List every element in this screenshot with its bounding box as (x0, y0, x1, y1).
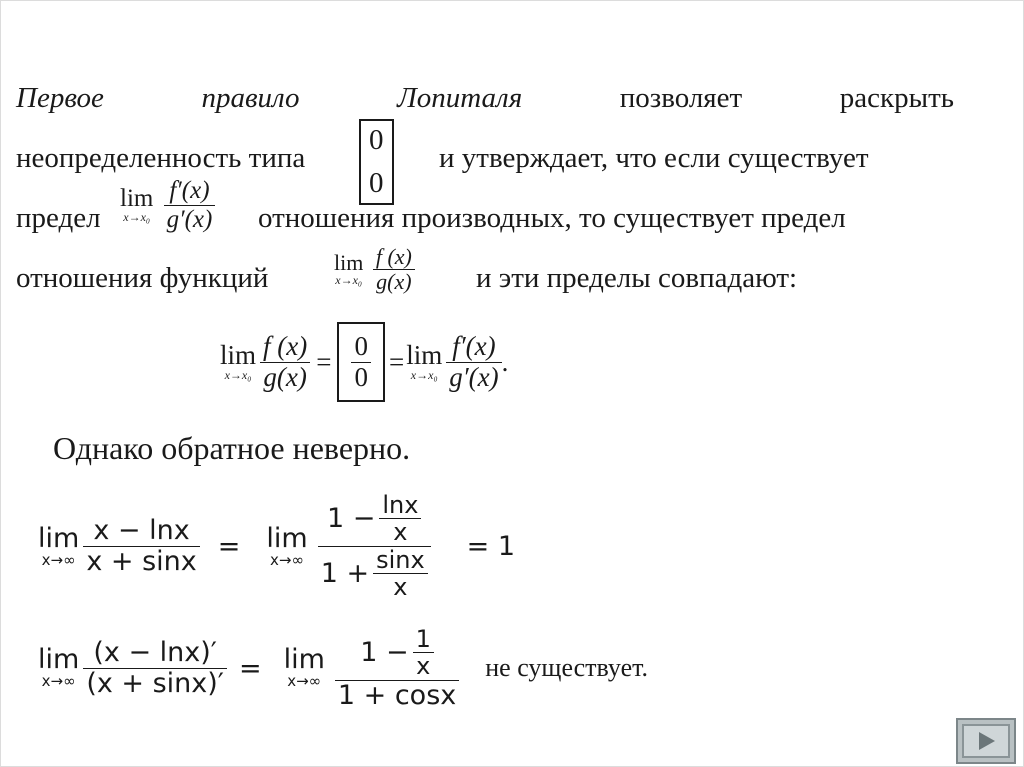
lim-subscript: x→∞ (41, 672, 76, 691)
lim-word: lim (120, 185, 154, 213)
lim-word: lim (38, 644, 80, 676)
line3-text-after: отношения производных, то существует предел (258, 202, 846, 234)
fraction-numerator: f (x) (263, 330, 308, 361)
counterexample-limit-1 (38, 492, 515, 601)
fraction-numerator: x − lnx (93, 515, 190, 547)
bracket-denominator: 0 (354, 361, 368, 392)
word-raskryt: раскрыть (839, 82, 954, 114)
lim-subscript: x→x₀ (410, 367, 438, 382)
denominator-one-plus: 1 + (320, 557, 370, 589)
paragraph-line-1 (16, 68, 954, 128)
fraction-denominator: x + sinx (86, 545, 197, 577)
equals-sign: = (316, 346, 332, 377)
fraction-denominator: g′(x) (166, 205, 213, 233)
equals-sign: = (217, 530, 241, 562)
word-pozvolyaet: позволяет (619, 82, 743, 114)
nested-numerator: lnx (382, 491, 419, 519)
fraction-numerator: f′(x) (452, 330, 496, 361)
bracket-numerator: 0 (354, 330, 368, 361)
lim-word: lim (220, 339, 257, 370)
lim-subscript: x→x₀ (123, 210, 151, 225)
lim-word: lim (38, 522, 80, 554)
lim-subscript: x→x₀ (224, 367, 252, 382)
next-slide-button[interactable] (956, 718, 1016, 764)
nested-denominator: x (393, 573, 408, 602)
lim-subscript: x→∞ (287, 672, 322, 691)
lhopital-formula (220, 322, 508, 402)
play-next-icon (975, 730, 997, 752)
does-not-exist-note: не существует. (485, 653, 649, 683)
equals-sign: = (238, 652, 262, 684)
period: . (501, 346, 509, 377)
line4-text-after: и эти пределы совпадают: (476, 262, 798, 294)
fraction-numerator: f′(x) (169, 177, 210, 205)
word-lopitalya: Лопиталя (397, 82, 523, 114)
nested-numerator: 1 (415, 625, 431, 653)
lim-word: lim (266, 522, 308, 554)
line3-text-before: предел (16, 202, 101, 234)
nested-denominator: x (393, 518, 408, 547)
fraction-numerator: f (x) (375, 244, 412, 270)
paragraph-line-3 (16, 177, 954, 248)
lim-word: lim (283, 644, 325, 676)
line4-text-before: отношения функций (16, 262, 269, 294)
word-pravilo: правило (201, 82, 300, 114)
limit-function-ratio (334, 238, 415, 298)
fraction-denominator: g′(x) (449, 361, 499, 392)
lim-subscript: x→x₀ (335, 273, 363, 288)
lim-subscript: x→∞ (41, 550, 76, 569)
numerator-one-minus: 1 − (326, 503, 376, 535)
fraction-numerator: (x − lnx)′ (93, 637, 217, 669)
line2-text-after: и утверждает, что если существует (439, 142, 869, 174)
lim-word: lim (406, 339, 443, 370)
next-slide-inner (962, 724, 1010, 758)
fraction-denominator: g(x) (263, 361, 307, 392)
line2-text-before: неопределенность типа (16, 142, 306, 174)
equals-sign: = (388, 346, 405, 377)
lim-word: lim (334, 250, 364, 276)
zero-over-zero-bracket (337, 322, 385, 402)
converse-false-statement: Однако обратное неверно. (53, 430, 411, 466)
paragraph-line-4 (16, 244, 954, 308)
limit-derivative-ratio (120, 174, 215, 234)
word-pervoe: Первое (16, 82, 104, 114)
numerator-one-minus: 1 − (360, 637, 409, 669)
theorem-paragraph (16, 68, 954, 308)
nested-denominator: x (416, 652, 431, 681)
fraction-denominator: 1 + cosx (337, 679, 457, 711)
result-equals-one: = 1 (466, 530, 516, 562)
lim-subscript: x→∞ (270, 550, 304, 569)
counterexample-limit-2 (38, 626, 648, 710)
bracket-numerator: 0 (369, 124, 384, 156)
bracket-denominator: 0 (369, 167, 384, 199)
fraction-denominator: (x + sinx)′ (86, 667, 224, 699)
nested-numerator: sinx (376, 545, 425, 574)
fraction-denominator: g(x) (376, 269, 412, 295)
